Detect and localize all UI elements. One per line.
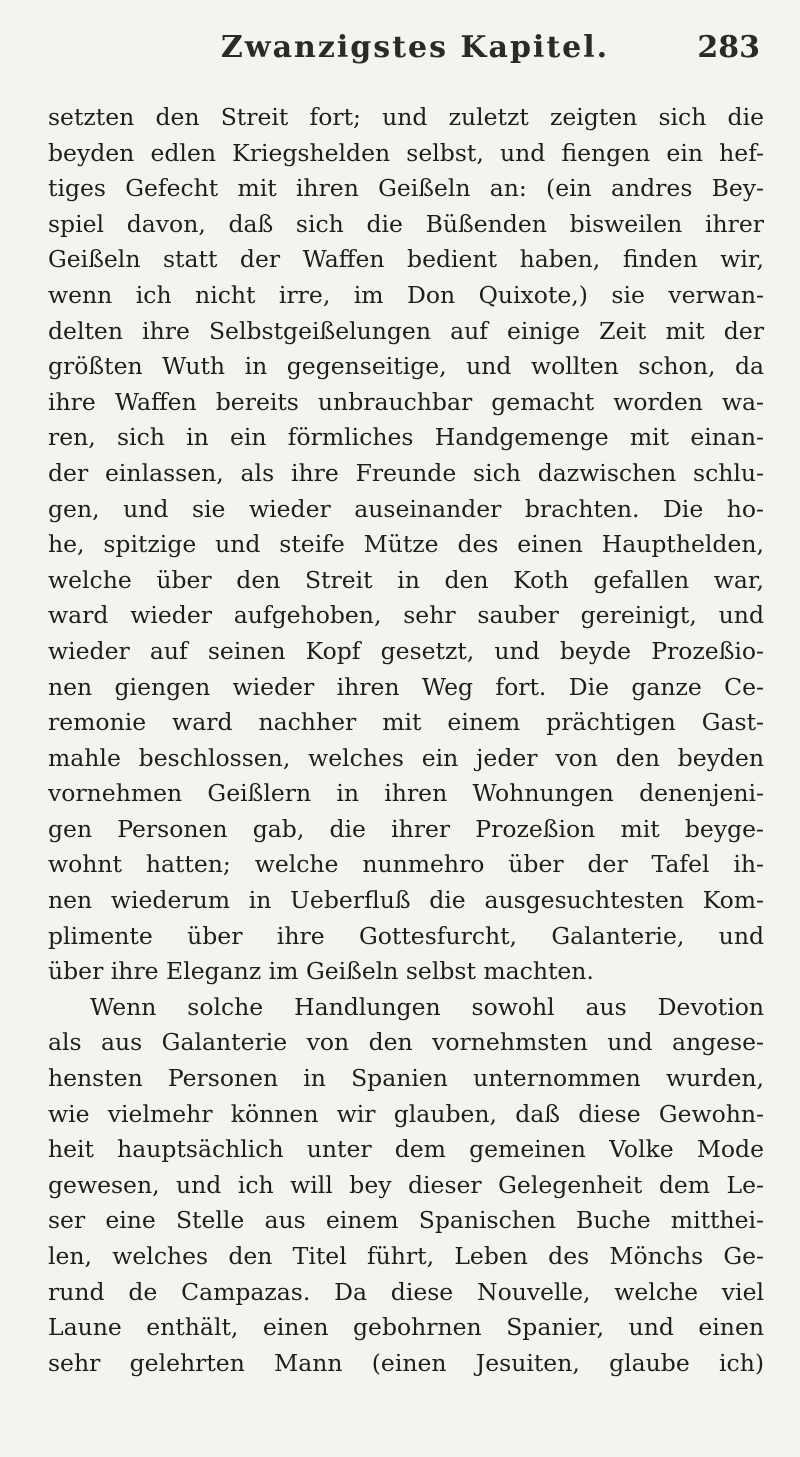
text-line: rund de Campazas. Da diese Nouvelle, welche viel xyxy=(48,1277,764,1306)
text-line: über ihre Eleganz im Geißeln selbst machten. xyxy=(48,957,594,986)
text-line: ser eine Stelle aus einem Spanischen Buche mitthei- xyxy=(48,1206,764,1235)
text-line: spiel davon, daß sich die Büßenden bisweilen ihrer xyxy=(48,209,764,238)
text-line: delten ihre Selbstgeißelungen auf einige Zeit mit der xyxy=(48,316,764,345)
running-head: Zwanzigstes Kapitel. xyxy=(220,30,610,65)
page-header xyxy=(0,24,800,82)
text-line: he, spitzige und steife Mütze des einen Haupthelden, xyxy=(48,530,764,559)
text-line: nen giengen wieder ihren Weg fort. Die ganze Ce- xyxy=(48,672,764,701)
text-line: wie vielmehr können wir glauben, daß diese Gewohn- xyxy=(48,1099,764,1128)
text-line: größten Wuth in gegenseitige, und wollten schon, da xyxy=(48,352,764,381)
text-line: ren, sich in ein förmliches Handgemenge mit einan- xyxy=(48,423,764,452)
text-line: vornehmen Geißlern in ihren Wohnungen denenjeni- xyxy=(48,779,764,808)
text-line: als aus Galanterie von den vornehmsten und angese- xyxy=(48,1028,764,1057)
text-line: ihre Waffen bereits unbrauchbar gemacht worden wa- xyxy=(48,387,764,416)
text-line: welche über den Streit in den Koth gefallen war, xyxy=(48,565,764,594)
body-text xyxy=(48,100,764,1381)
text-line: ward wieder aufgehoben, sehr sauber gereinigt, und xyxy=(48,601,764,630)
text-line: wieder auf seinen Kopf gesetzt, und beyde Prozeßio- xyxy=(48,636,764,665)
text-line: der einlassen, als ihre Freunde sich dazwischen schlu- xyxy=(48,458,764,487)
text-line: len, welches den Titel führt, Leben des Mönchs Ge- xyxy=(48,1242,764,1270)
text-line: sehr gelehrten Mann (einen Jesuiten, glaube ich) xyxy=(48,1348,764,1377)
text-line: Wenn solche Handlungen sowohl aus Devotion xyxy=(90,992,764,1021)
text-line: tiges Gefecht mit ihren Geißeln an: (ein andres Bey- xyxy=(48,174,764,203)
text-line: beyden edlen Kriegshelden selbst, und fiengen ein hef- xyxy=(48,138,764,167)
text-line: remonie ward nachher mit einem prächtigen Gast- xyxy=(48,708,764,737)
text-line: gen Personen gab, die ihrer Prozeßion mit beyge- xyxy=(48,814,764,843)
text-line: heit hauptsächlich unter dem gemeinen Volke Mode xyxy=(48,1135,764,1164)
text-line: wohnt hatten; welche nunmehro über der Tafel ih- xyxy=(48,850,764,879)
text-line: plimente über ihre Gottesfurcht, Galanterie, und xyxy=(48,921,764,950)
text-line: hensten Personen in Spanien unternommen wurden, xyxy=(48,1064,764,1093)
text-line: mahle beschlossen, welches ein jeder von den beyden xyxy=(48,743,764,772)
text-line: Laune enthält, einen gebohrnen Spanier, und einen xyxy=(48,1313,764,1342)
page-number: 283 xyxy=(697,30,760,65)
text-line: Geißeln statt der Waffen bedient haben, finden wir, xyxy=(48,245,764,274)
text-line: gewesen, und ich will bey dieser Gelegenheit dem Le- xyxy=(48,1170,764,1199)
text-line: gen, und sie wieder auseinander brachten. Die ho- xyxy=(48,494,764,523)
text-line: setzten den Streit fort; und zuletzt zeigten sich die xyxy=(48,103,764,131)
text-line: wenn ich nicht irre, im Don Quixote,) sie verwan- xyxy=(48,280,764,309)
text-line: nen wiederum in Ueberfluß die ausgesuchtesten Kom- xyxy=(48,886,764,915)
